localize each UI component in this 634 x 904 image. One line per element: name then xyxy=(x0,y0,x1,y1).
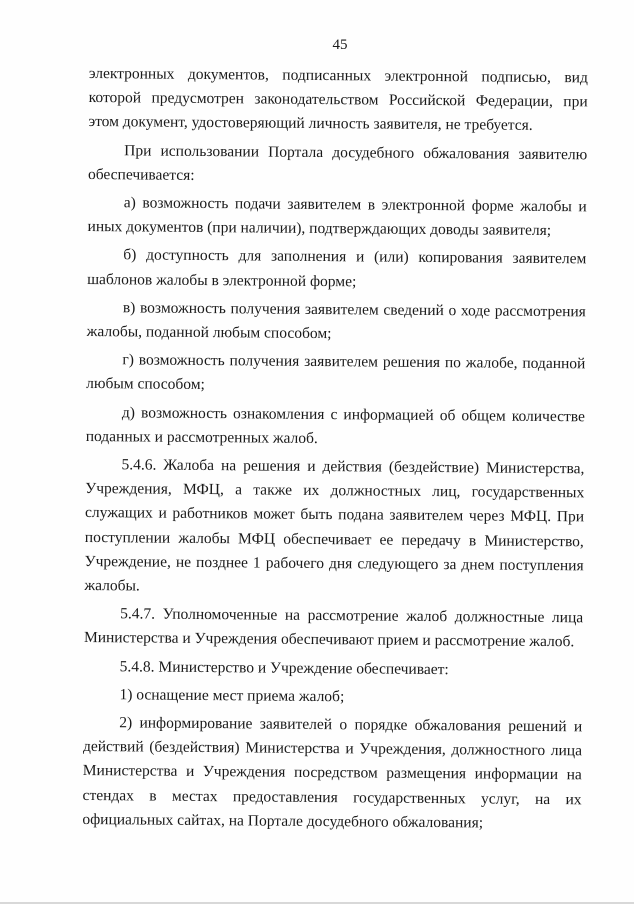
clause-5-4-6: 5.4.6. Жалоба на решения и действия (бездействие) Министерства, Учреждения, МФЦ, а также их должностных лиц, государственных служащих и работников может быть подана заявителем через МФЦ. При поступлении жалобы МФЦ обеспечивает ее передачу в Министерство, Учреждение, не позднее 1 рабочего дня следующего за днем поступления жалобы. xyxy=(84,456,585,595)
document-body xyxy=(82,62,588,836)
list-item-1: 1) оснащение мест приема жалоб; xyxy=(119,686,345,706)
clause-5-4-8: 5.4.8. Министерство и Учреждение обеспечивает: xyxy=(119,657,449,678)
list-item-g: г) возможность получения заявителем решения по жалобе, поданной любым способом; xyxy=(86,351,586,394)
list-item-b: б) доступность для заполнения и (или) копирования заявителем шаблонов жалобы в электронной форме; xyxy=(87,246,587,290)
list-item-d: д) возможность ознакомления с информацией об общем количестве поданных и рассмотренных жалоб. xyxy=(85,403,585,447)
clause-5-4-7: 5.4.7. Уполномоченные на рассмотрение жалоб должностные лица Министерства и Учреждения обеспечивают прием и рассмотрение жалоб. xyxy=(83,605,584,651)
list-item-v: в) возможность получения заявителем сведений о ходе рассмотрения жалобы, поданной любым способом; xyxy=(86,299,586,343)
list-item-a: а) возможность подачи заявителем в электронной форме жалобы и иных документов (при наличии), подтверждающих доводы заявителя; xyxy=(87,194,587,240)
paragraph-continuation: электронных документов, подписанных электронной подписью, вид которой предусмотрен законодательством Российской Федерации, при этом документ, удостоверяющий личность заявителя, не требуется. xyxy=(88,64,588,135)
paragraph-portal-intro: При использовании Портала досудебного обжалования заявителю обеспечивается: xyxy=(87,141,588,184)
list-item-2: 2) информирование заявителей о порядке обжалования решений и действий (бездействия) Министерства и Учреждения, должностного лица Министерства и Учреждения посредством размещения информации на стендах в местах предоставления государственных услуг, на их официальных сайтах, на Портале досудебного обжалования; xyxy=(82,714,583,832)
page-number: 45 xyxy=(332,37,348,53)
